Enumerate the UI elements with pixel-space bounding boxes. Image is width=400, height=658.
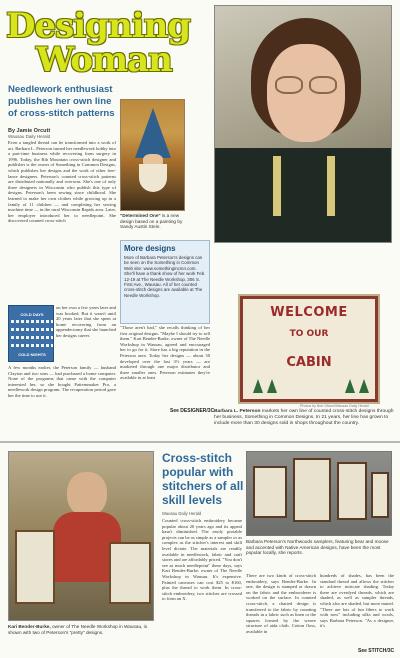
- byline-org: Wausau Daily Herald: [8, 134, 51, 139]
- framed-design-left: [15, 530, 55, 604]
- gnome-beard: [139, 164, 167, 192]
- pine-tree-icon: [345, 379, 355, 393]
- article-column-5: [320, 573, 394, 655]
- pattern-band: [11, 320, 53, 323]
- shop-caption-bold: Kari Bender-Burke,: [8, 624, 51, 629]
- portrait-caption: [214, 409, 394, 427]
- framed-sampler: [337, 462, 367, 520]
- article-column-4: There are two kinds of cross-stitch embroidery, says Bender-Burke. In one, the design is stamped or drawn on the fabric and the embroiderer is worked on the surface. In counted cross-stitch, a charted design is transferred to the fabric by counting threads in a fabric such as linen or the squares formed by the weave structure of aida cloth. Cotton floss, available in: [246, 573, 316, 634]
- article-column-3: Counted cross-stitch embroidery became popular about 20 years ago and its appeal hasn't diminished. The easily portable projects can be as simple as a sampler or as complex as the stitcher's interest and skill level dictate. The materials are readily available in needlework, fabric and craft stores and are affordably priced. "You don't see as much needlepoint" these days, says Kari Bender-Burke, owner of The Needle Workshop in Wausau. It's expensive. Painted canvases can cost $25 to $160, plus the thread to work them. In cross-stitch embroidery, two stitches are crossed to form an X.: [162, 518, 242, 602]
- glasses-left-lens: [275, 76, 303, 94]
- photo-credit: Photos by Bob Ottum/Wausau Daily Herald: [300, 404, 369, 408]
- pattern-band: [11, 344, 53, 347]
- section-divider: [0, 441, 400, 443]
- byline: By Jamie Orcutt: [8, 128, 51, 134]
- pine-tree-icon: [253, 379, 263, 393]
- sampler-welcome: WELCOME: [270, 305, 348, 320]
- framed-design-right: [109, 542, 151, 604]
- gnome-caption-text: is a new design based on a painting by Sandy Austin Stein.: [120, 213, 183, 229]
- determined-one-gnome-photo: [120, 99, 185, 211]
- pine-tree-icon: [267, 379, 277, 393]
- framed-sampler: [293, 458, 331, 522]
- portrait-face: [267, 44, 345, 142]
- more-designs-heading: More designs: [124, 244, 176, 253]
- portrait-jacket: [215, 148, 392, 243]
- samplers-caption: Barbara Peterson's Northwoods samplers, featuring bear and moose and accented with Native American designs, have been the most popular locally, she reports.: [246, 539, 389, 556]
- gnome-caption-bold: "Determined One": [120, 213, 161, 218]
- welcome-cabin-sampler: [240, 296, 378, 402]
- cold-days-sampler-photo: [8, 305, 54, 362]
- headline-line2: Woman: [36, 40, 172, 80]
- portrait-caption-text: markets her own line of counted cross-stitch designs through her business, Something in Common Designs. In 21 years, her line has grown to include more than 30 designs sold in shops throughout the country.: [214, 409, 394, 426]
- jacket-stripe: [327, 156, 335, 216]
- gnome-hat: [135, 108, 171, 158]
- article-column-1-wrap: on her own a few years later and was hooked. But it wasn't until 20 years later that she spent at home recovering from an appendectomy that she launched her designs career.: [56, 305, 116, 338]
- cold-nights-label: COLD NIGHTS: [18, 352, 46, 357]
- cold-days-label: COLD DAYS: [20, 312, 44, 317]
- framed-sampler: [253, 466, 287, 518]
- bottom-byline: Wausau Daily Herald: [162, 511, 202, 516]
- more-designs-box: [120, 240, 210, 324]
- sampler-to-our: TO OUR: [289, 329, 329, 339]
- framed-sampler: [371, 472, 389, 518]
- column-5-text: hundreds of shades, has been the standard thread and allows the stitcher to achieve intricate shading. Today there are overdyed threads, which are shaded, as well as sampler threads, which also are shaded, but more muted. "There are lots of fun fibers to work with now" including silks and wools, says Barbara Peterson. "As a designer, it's: [320, 573, 394, 629]
- northwoods-samplers-photo: [246, 451, 392, 536]
- gnome-caption: [120, 213, 190, 230]
- kari-face: [67, 472, 107, 516]
- barbara-peterson-portrait: [214, 5, 392, 243]
- shop-caption-text: owner of The Needle Workshop in Wausau, is shown with two of Peterson's "pretty" designs.: [8, 624, 148, 635]
- portrait-caption-bold: Barbara L. Peterson: [214, 409, 261, 414]
- more-designs-text: More of Barbara Peterson's designs can be seen on the Something in Common Web site: www.somethingincmn.com. She'll have a thank show of her work Feb. 12-19 at The Needle Workshop, 306 S. First Ave., Wausau. All of her counted cross-stitch designs are available at The Needle Workshop.: [124, 255, 206, 298]
- needle-workshop-photo: [8, 451, 154, 621]
- sampler-cabin: CABIN: [286, 355, 332, 370]
- column-2-text: "Those aren't bad," she recalls thinking of her first original designs. "Maybe I should try to sell them." Kari Bender-Burke, owner of The Needle Workshop in Wausau, agreed and encouraged her to go for it. Store has a big reputation in the Peterson area. Today her designs — about 30 developed over the last 3½ years — are marketed through one major distributor and three smaller ones. Peterson estimates they're available in at least: [120, 325, 210, 381]
- pattern-band: [11, 328, 53, 331]
- jacket-stripe: [273, 156, 281, 216]
- headline-line1: Designing: [6, 6, 191, 46]
- shop-caption: [8, 624, 156, 635]
- article-column-2: [120, 325, 210, 415]
- bottom-headline: Cross-stitch popular with stitchers of all skill levels: [162, 451, 244, 507]
- deck-subheadline: Needlework enthusiast publishes her own line of cross-stitch patterns: [8, 84, 115, 119]
- article-column-1: Even a tangled thread can be transformed into a work of art. Barbara L. Peterson turned her needlework hobby into a part-time business while recovering from surgery in 1996. Today, the Rib Mountain cross-stitch designer and publisher is the owner of Something in Common Designs, which publishes her designs and the work of other free-lance designers. Peterson's counted cross-stitch patterns are distributed nationally and overseas. She's one of only three designers in Wisconsin who publish this type of designs. Peterson's been sewing since childhood. She learned to make her own clothes while growing up in a family of 11 children — and completing her sewing machine time — in the rural Wisconsin Rapids area. Later, her employer introduced her to needlepoint. She discovered counted cross-stitch: [8, 140, 116, 224]
- pattern-band: [11, 336, 53, 339]
- jump-stitch[interactable]: See STITCH/3C: [358, 648, 395, 654]
- article-column-1-continued: A few months earlier, the Peterson family — husband Clayton and two sons — had purchased a home computer. None of the programs that came with the computer interested her, so she bought Patternmaker Pro, a needlework design program. The recuperation period gave her the time to use it.: [8, 365, 116, 398]
- pine-tree-icon: [359, 379, 369, 393]
- glasses-right-lens: [309, 76, 337, 94]
- jump-designer[interactable]: See DESIGNER/3C: [170, 408, 215, 414]
